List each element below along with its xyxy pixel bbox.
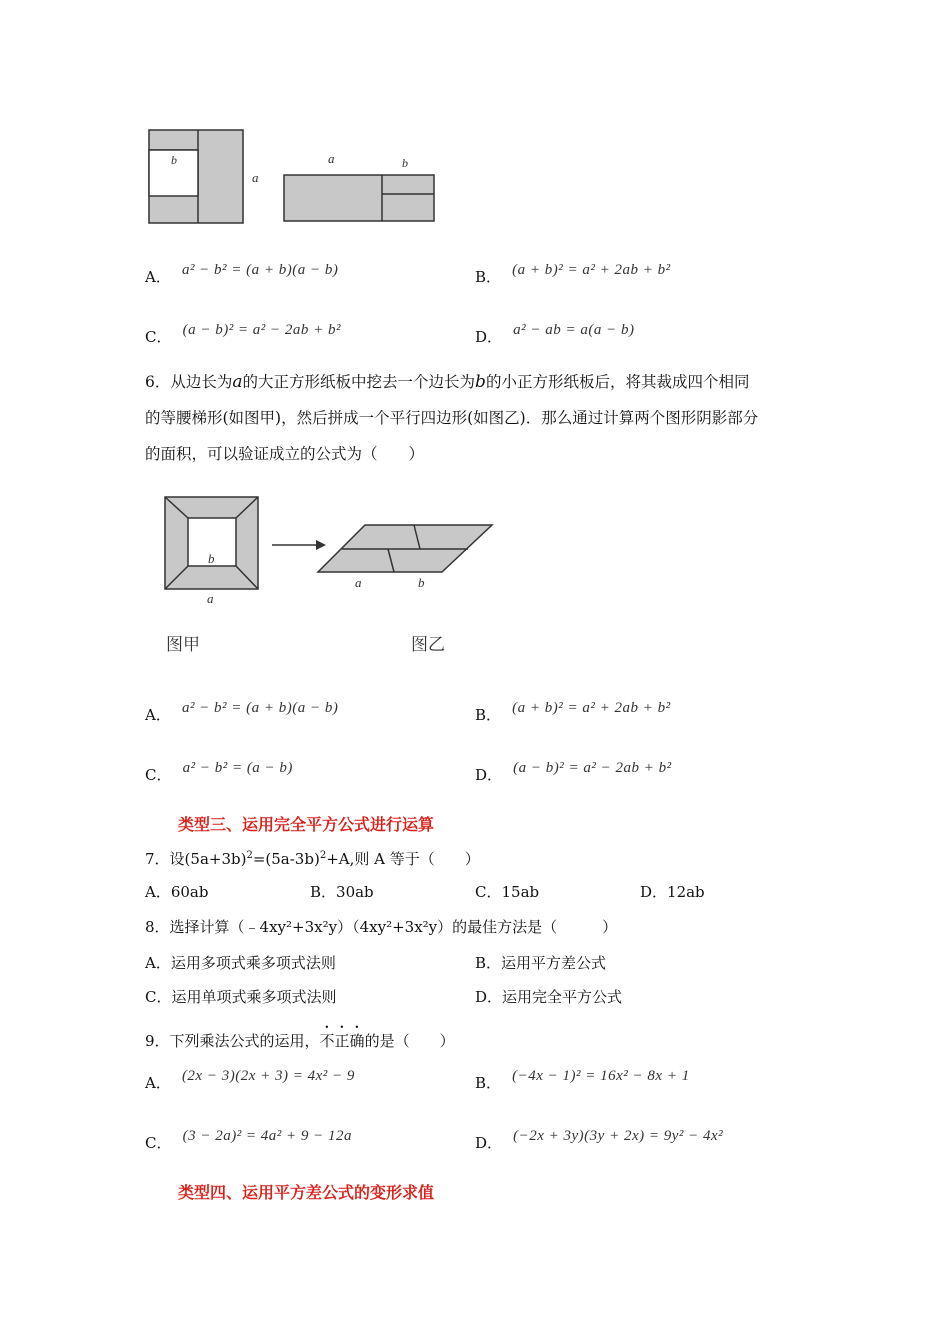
section-4-title: 类型四、运用平方差公式的变形求值 xyxy=(178,1183,435,1202)
q5-label-b-top: b xyxy=(402,156,408,170)
q8-option-b[interactable] xyxy=(475,953,606,973)
option-letter: B． xyxy=(475,268,502,286)
q9-stem xyxy=(145,1023,455,1051)
q6-line1-a: 从边长为 xyxy=(170,373,233,391)
q7-sup-2: 2 xyxy=(319,850,327,861)
q6-line1-b: 的大正方形纸板中挖去一个边长为 xyxy=(242,373,476,391)
q6-figure xyxy=(150,485,510,665)
option-letter: D． xyxy=(475,328,503,346)
q5-label-a-side: a xyxy=(252,170,259,185)
option-formula: a² − b² = (a + b)(a − b) xyxy=(181,700,339,716)
q9-stem-post: 的是（ ） xyxy=(364,1032,455,1050)
q5-figure xyxy=(140,120,450,230)
option-letter: A． xyxy=(145,1074,171,1092)
q8-option-d[interactable] xyxy=(475,987,622,1007)
option-letter: C． xyxy=(145,988,172,1006)
q6-caption-right: 图乙 xyxy=(411,635,445,655)
option-letter: C． xyxy=(475,883,502,901)
q7-sup-1: 2 xyxy=(246,850,253,861)
option-formula: (−4x − 1)² = 16x² − 8x + 1 xyxy=(512,1068,690,1084)
q5-option-a[interactable] xyxy=(145,258,339,286)
option-formula: (a − b)² = a² − 2ab + b² xyxy=(513,760,672,776)
option-letter: B． xyxy=(310,883,337,901)
arrow-head-icon xyxy=(316,540,326,550)
q6-label-para-b: b xyxy=(418,575,425,590)
option-formula: (−2x + 3y)(3y + 2x) = 9y² − 4x² xyxy=(513,1128,724,1144)
option-letter: D． xyxy=(640,883,668,901)
q9-option-a[interactable] xyxy=(145,1064,355,1092)
option-letter: D． xyxy=(475,766,503,784)
q8-option-a[interactable] xyxy=(145,953,336,973)
option-letter: C． xyxy=(145,1134,172,1152)
q7-option-d[interactable] xyxy=(640,882,705,902)
option-formula: (a − b)² = a² − 2ab + b² xyxy=(182,322,342,338)
q6-line-1 xyxy=(145,364,805,400)
q7-stem-pre: 7．设(5a+3b) xyxy=(145,850,247,868)
q9-option-c[interactable] xyxy=(145,1124,353,1152)
q6-caption-left: 图甲 xyxy=(166,635,200,655)
option-letter: A． xyxy=(145,883,171,901)
option-letter: D． xyxy=(475,988,503,1006)
q5-label-a-top: a xyxy=(328,151,335,166)
q6-line-3: 的面积，可以验证成立的公式为（ ） xyxy=(145,445,425,463)
q7-stem-post: +A,则 A 等于（ ） xyxy=(326,850,480,868)
q5-label-b-left: b xyxy=(171,153,177,167)
q7-stem xyxy=(145,846,480,869)
q9-option-b[interactable] xyxy=(475,1064,690,1092)
q6-option-b[interactable] xyxy=(475,696,671,724)
q6-var-a: a xyxy=(232,372,243,392)
section-3-title: 类型三、运用完全平方公式进行运算 xyxy=(178,815,435,834)
q6-line1-c: 的小正方形纸板后，将其裁成四个相同 xyxy=(485,373,750,391)
q6-label-b: b xyxy=(208,551,215,566)
option-formula: a² − b² = (a + b)(a − b) xyxy=(181,262,339,278)
q5-rectangle xyxy=(284,175,434,221)
option-letter: C． xyxy=(145,328,172,346)
q7-option-b[interactable] xyxy=(310,882,374,902)
q6-var-b: b xyxy=(475,372,486,392)
q6-label-para-a: a xyxy=(355,575,362,590)
option-letter: A． xyxy=(145,268,171,286)
q6-label-a: a xyxy=(207,591,214,606)
q5-option-c[interactable] xyxy=(145,318,342,346)
option-formula: a² − b² = (a − b) xyxy=(182,760,293,776)
q7-option-c[interactable] xyxy=(475,882,539,902)
option-formula: (a + b)² = a² + 2ab + b² xyxy=(512,262,671,278)
option-letter: B． xyxy=(475,1074,502,1092)
option-text: 运用平方差公式 xyxy=(501,954,607,972)
q6-option-c[interactable] xyxy=(145,756,293,784)
option-text: 60ab xyxy=(170,883,209,901)
option-text: 15ab xyxy=(501,883,540,901)
q6-line-2: 的等腰梯形(如图甲)，然后拼成一个平行四边形(如图乙)．那么通过计算两个图形阴影部分 xyxy=(145,409,759,427)
q8-option-c[interactable] xyxy=(145,987,337,1007)
q6-stem xyxy=(145,364,805,472)
option-text: 12ab xyxy=(667,883,705,901)
option-formula: (3 − 2a)² = 4a² + 9 − 12a xyxy=(182,1128,353,1144)
q9-stem-emphasis: 不正确 xyxy=(319,1032,365,1050)
q7-stem-mid: =(5a-3b) xyxy=(252,850,320,868)
option-letter: B． xyxy=(475,706,502,724)
option-text: 30ab xyxy=(336,883,374,901)
option-letter: A． xyxy=(145,954,171,972)
q5-option-b[interactable] xyxy=(475,258,671,286)
q6-option-d[interactable] xyxy=(475,756,672,784)
option-letter: A． xyxy=(145,706,171,724)
option-letter: D． xyxy=(475,1134,503,1152)
q9-option-d[interactable] xyxy=(475,1124,724,1152)
option-letter: B． xyxy=(475,954,502,972)
option-text: 运用单项式乘多项式法则 xyxy=(171,988,337,1006)
option-text: 运用多项式乘多项式法则 xyxy=(170,954,336,972)
q5-option-d[interactable] xyxy=(475,318,635,346)
option-letter: C． xyxy=(145,766,172,784)
q8-stem: 8．选择计算（﹣4xy²+3x²y）（4xy²+3x²y）的最佳方法是（ ） xyxy=(145,918,618,936)
option-formula: (a + b)² = a² + 2ab + b² xyxy=(512,700,671,716)
q7-option-a[interactable] xyxy=(145,882,208,902)
option-text: 运用完全平方公式 xyxy=(502,988,623,1006)
option-formula: a² − ab = a(a − b) xyxy=(513,322,635,338)
q9-stem-pre: 9．下列乘法公式的运用， xyxy=(145,1032,320,1050)
option-formula: (2x − 3)(2x + 3) = 4x² − 9 xyxy=(181,1068,355,1084)
q6-option-a[interactable] xyxy=(145,696,339,724)
q6-number: 6． xyxy=(145,373,171,391)
